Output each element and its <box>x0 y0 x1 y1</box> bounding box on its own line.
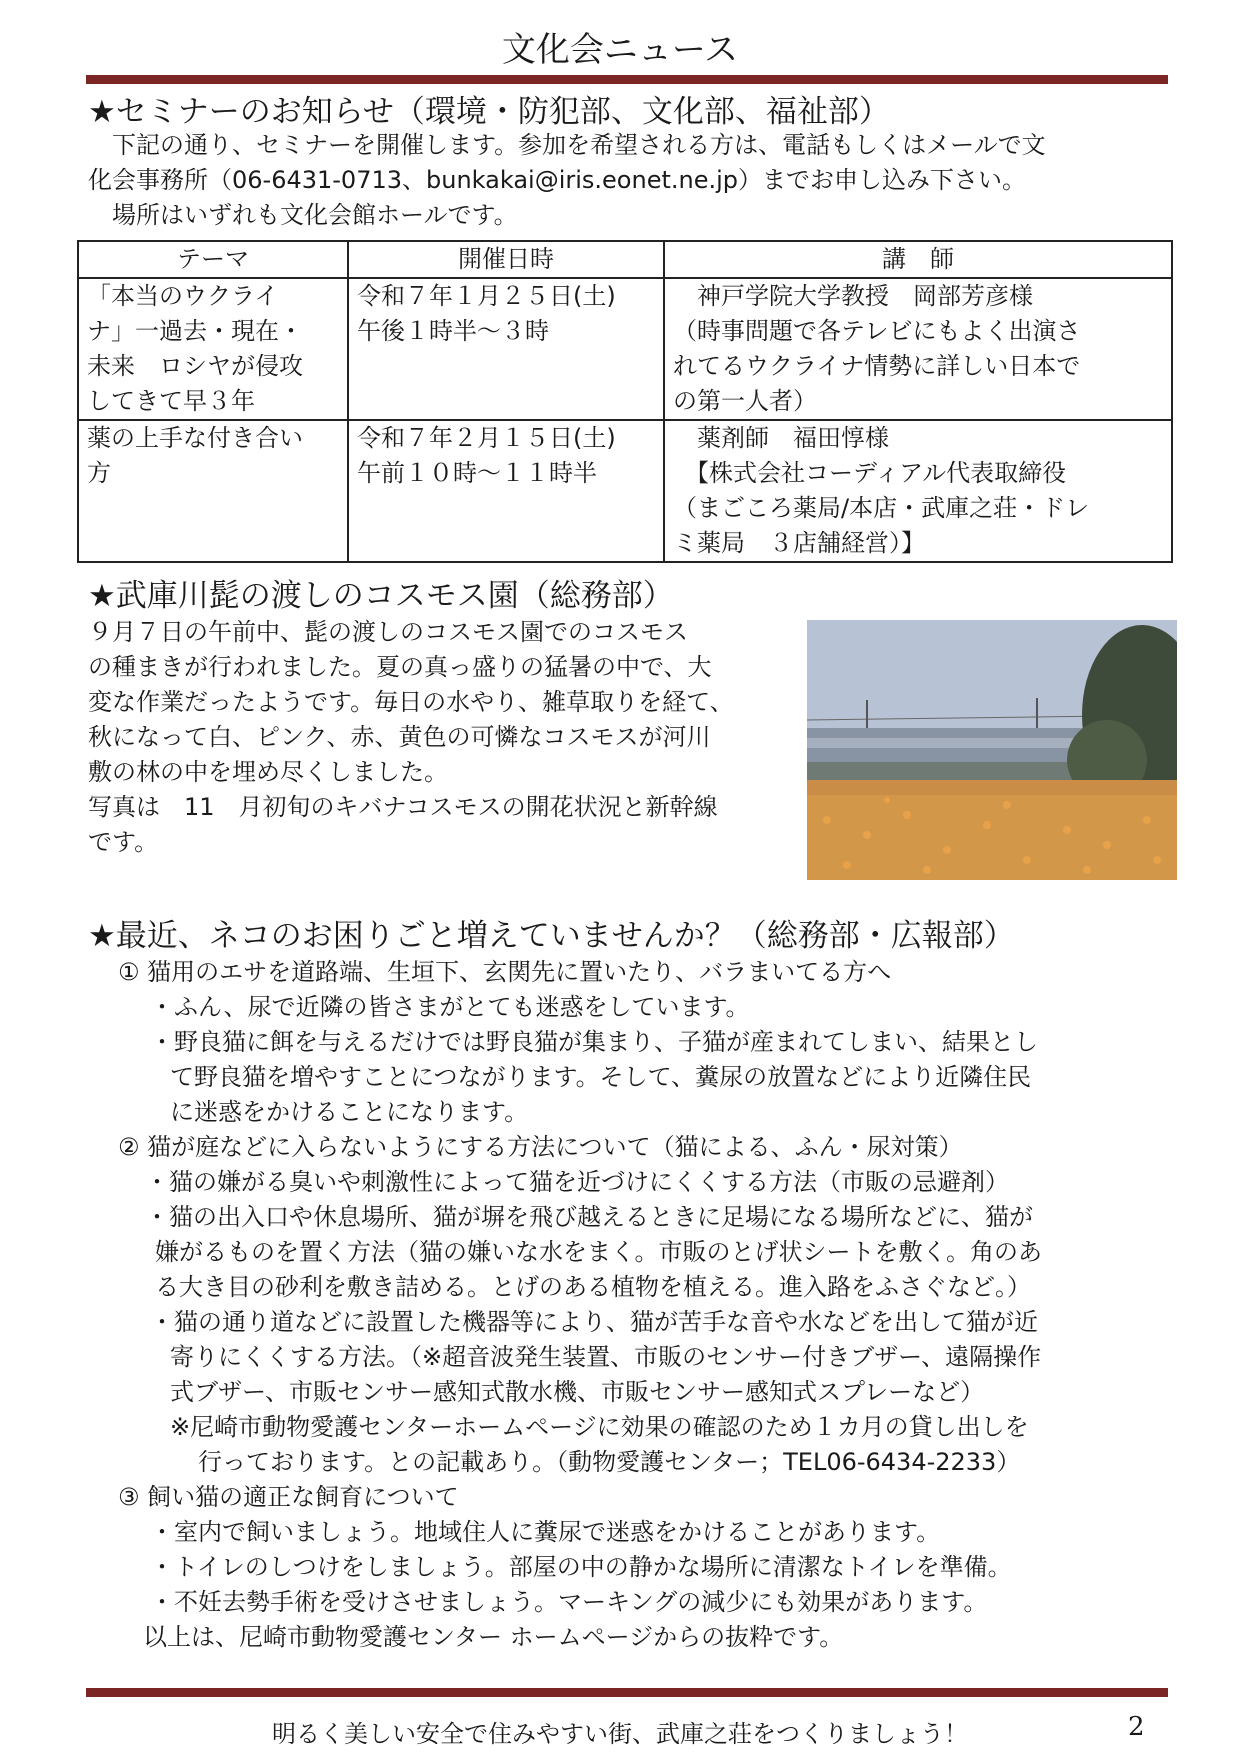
theme-line: 未来 ロシヤが侵攻 <box>87 352 303 380</box>
cosmos-line-3: 変な作業だったようです。毎日の水やり、雑草取りを経て、 <box>88 688 734 716</box>
cats-closing-note: 以上は、尼崎市動物愛護センター ホームページからの抜粋です。 <box>143 1623 844 1651</box>
theme-line: 薬の上手な付き合い <box>87 424 303 452</box>
column-header-theme: テーマ <box>78 241 348 278</box>
seminar-theme-cell <box>78 420 348 562</box>
footer-slogan: 明るく美しい安全で住みやすい街、武庫之荘をつくりましょう！ <box>272 1720 968 1748</box>
seminar-heading: ★セミナーのお知らせ（環境・防犯部、文化部、福祉部） <box>88 94 890 130</box>
cats-s2-note-line-2: 行っております。との記載あり。（動物愛護センター；TEL06-6434-2233） <box>198 1448 1021 1476</box>
seminar-table-header-row <box>78 241 1172 278</box>
cats-s2-bullet-1: ・猫の嫌がる臭いや刺激性によって猫を近づけにくくする方法（市販の忌避剤） <box>145 1168 1009 1196</box>
cats-section-3-title: ③ 飼い猫の適正な飼育について <box>118 1483 459 1511</box>
lecturer-line: 【株式会社コーディアル代表取締役 <box>673 459 1067 487</box>
theme-line: してきて早３年 <box>87 387 255 415</box>
cats-s2-bullet-3-line-2: 寄りにくくする方法。（※超音波発生装置、市販のセンサー付きブザー、遠隔操作 <box>170 1343 1042 1371</box>
seminar-table <box>77 240 1173 563</box>
cats-s2-note-line-1: ※尼崎市動物愛護センターホームページに効果の確認のため１カ月の貸し出しを <box>170 1413 1029 1441</box>
cats-s3-bullet-3: ・不妊去勢手術を受けさせましょう。マーキングの減少にも効果があります。 <box>150 1588 988 1616</box>
cats-s3-bullet-2: ・トイレのしつけをしましょう。部屋の中の静かな場所に清潔なトイレを準備。 <box>150 1553 1012 1581</box>
cats-section-1-title: ① 猫用のエサを道路端、生垣下、玄関先に置いたり、バラまいてる方へ <box>118 958 892 986</box>
cats-s2-bullet-2-line-1: ・猫の出入口や休息場所、猫が塀を飛び越えるときに足場になる場所などに、猫が <box>145 1203 1033 1231</box>
cats-s2-bullet-2-line-2: 嫌がるものを置く方法（猫の嫌いな水をまく。市販のとげ状シートを敷く。角のあ <box>155 1238 1043 1266</box>
seminar-intro-line-3: 場所はいずれも文化会館ホールです。 <box>88 201 518 229</box>
cats-heading: ★最近、ネコのお困りごと増えていませんか？（総務部・広報部） <box>88 918 1015 954</box>
cosmos-line-5: 敷の林の中を埋め尽くしました。 <box>88 758 448 786</box>
cosmos-field-photo <box>807 620 1177 880</box>
page-number: 2 <box>1128 1712 1145 1742</box>
datetime-line: 午後１時半～３時 <box>357 317 549 345</box>
cats-s2-bullet-2-line-3: る大き目の砂利を敷き詰める。とげのある植物を植える。進入路をふさぐなど。） <box>155 1273 1031 1301</box>
column-header-datetime: 開催日時 <box>348 241 664 278</box>
datetime-line: 午前１０時～１１時半 <box>357 459 597 487</box>
seminar-lecturer-cell <box>664 420 1172 562</box>
cats-section-2-title: ② 猫が庭などに入らないようにする方法について（猫による、ふん・尿対策） <box>118 1133 963 1161</box>
cosmos-heading: ★武庫川髭の渡しのコスモス園（総務部） <box>88 578 674 614</box>
cosmos-line-7: です。 <box>88 828 159 856</box>
table-row <box>78 420 1172 562</box>
cats-s1-bullet-1: ・ふん、尿で近隣の皆さまがとても迷惑をしています。 <box>150 993 750 1021</box>
theme-line: ナ」一過去・現在・ <box>87 317 303 345</box>
header-rule <box>86 75 1168 84</box>
cats-s3-bullet-1: ・室内で飼いましょう。地域住人に糞尿で迷惑をかけることがあります。 <box>150 1518 941 1546</box>
cats-s1-bullet-2-line-3: に迷惑をかけることになります。 <box>170 1098 529 1126</box>
datetime-line: 令和７年２月１５日(土) <box>357 424 616 452</box>
theme-line: 「本当のウクライ <box>87 282 279 310</box>
cats-s2-bullet-3-line-3: 式ブザー、市販センサー感知式散水機、市販センサー感知式スプレーなど） <box>170 1378 985 1406</box>
seminar-lecturer-cell <box>664 278 1172 420</box>
lecturer-line: れてるウクライナ情勢に詳しい日本で <box>673 352 1081 380</box>
lecturer-line: 薬剤師 福田惇様 <box>673 424 889 452</box>
table-row <box>78 278 1172 420</box>
datetime-line: 令和７年１月２５日(土) <box>357 282 616 310</box>
cosmos-line-2: の種まきが行われました。夏の真っ盛りの猛暑の中で、大 <box>88 653 712 681</box>
cats-s1-bullet-2-line-1: ・野良猫に餌を与えるだけでは野良猫が集まり、子猫が産まれてしまい、結果とし <box>150 1028 1038 1056</box>
seminar-intro-line-2: 化会事務所（06-6431-0713、bunkakai@iris.eonet.ne.jp）までお申し込み下さい。 <box>88 166 1027 194</box>
cats-s1-bullet-2-line-2: て野良猫を増やすことにつながります。そして、糞尿の放置などにより近隣住民 <box>170 1063 1032 1091</box>
seminar-datetime-cell <box>348 278 664 420</box>
cats-s2-bullet-3-line-1: ・猫の通り道などに設置した機器等により、猫が苦手な音や水などを出して猫が近 <box>150 1308 1038 1336</box>
cosmos-line-6: 写真は 11 月初旬のキバナコスモスの開花状況と新幹線 <box>88 793 718 821</box>
theme-line: 方 <box>87 459 111 487</box>
lecturer-line: 神戸学院大学教授 岡部芳彦様 <box>673 282 1033 310</box>
seminar-theme-cell <box>78 278 348 420</box>
seminar-datetime-cell <box>348 420 664 562</box>
lecturer-line: （まごころ薬局/本店・武庫之荘・ドレ <box>673 494 1090 522</box>
column-header-lecturer: 講 師 <box>664 241 1172 278</box>
lecturer-line: （時事問題で各テレビにもよく出演さ <box>673 317 1081 345</box>
cosmos-line-4: 秋になって白、ピンク、赤、黄色の可憐なコスモスが河川 <box>88 723 711 751</box>
cosmos-line-1: ９月７日の午前中、髭の渡しのコスモス園でのコスモス <box>88 618 688 646</box>
lecturer-line: の第一人者） <box>673 387 817 415</box>
seminar-intro-line-1: 下記の通り、セミナーを開催します。参加を希望される方は、電話もしくはメールで文 <box>88 131 1046 159</box>
footer-rule <box>86 1688 1168 1697</box>
newsletter-title: 文化会ニュース <box>501 30 739 70</box>
lecturer-line: ミ薬局 ３店舗経営）】 <box>673 529 925 557</box>
